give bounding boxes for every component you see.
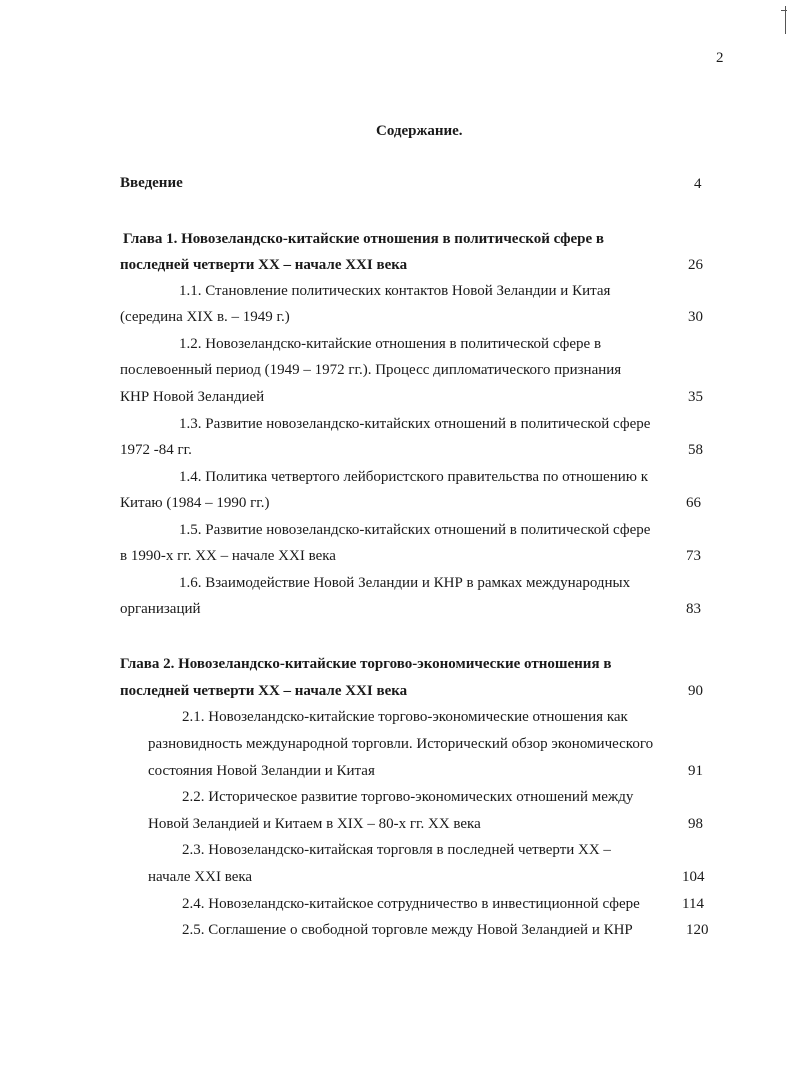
toc-item-1-2-page: 35 (688, 389, 703, 405)
scan-edge-tick (781, 10, 787, 11)
chapter2-title-line2: последней четверти XX – начале XXI века (120, 683, 408, 699)
toc-item-2-2-page: 98 (688, 816, 703, 832)
page-title: Содержание. (376, 123, 463, 139)
toc-item-2-5-page: 120 (686, 922, 709, 938)
toc-item-2-1-page: 91 (688, 763, 703, 779)
toc-item-1-2-line2: послевоенный период (1949 – 1972 гг.). Процесс дипломатического признания (120, 362, 622, 378)
chapter1-title-line2: последней четверти XX – начале XXI века (120, 257, 408, 273)
toc-item-1-4-page: 66 (686, 495, 701, 511)
toc-item-1-5-line1: 1.5. Развитие новозеландско-китайских отношений в политической сфере (179, 522, 651, 538)
toc-item-2-4-line1: 2.4. Новозеландско-китайское сотрудничество в инвестиционной сфере (182, 896, 640, 912)
chapter2-page: 90 (688, 683, 703, 699)
toc-item-1-2-line1: 1.2. Новозеландско-китайские отношения в политической сфере в (179, 336, 602, 352)
toc-item-1-6-page: 83 (686, 601, 701, 617)
toc-item-1-5-line2: в 1990-х гг. XX – начале XXI века (120, 548, 336, 564)
toc-item-1-6-line1: 1.6. Взаимодействие Новой Зеландии и КНР в рамках международных (179, 575, 631, 591)
toc-item-1-3-line1: 1.3. Развитие новозеландско-китайских отношений в политической сфере (179, 416, 651, 432)
chapter1-title-line1: Глава 1. Новозеландско-китайские отношения в политической сфере в (123, 231, 604, 247)
chapter1-page: 26 (688, 257, 703, 273)
toc-intro-page: 4 (694, 176, 702, 192)
toc-item-2-5-line1: 2.5. Соглашение о свободной торговле между Новой Зеландией и КНР (182, 922, 633, 938)
toc-item-1-1-page: 30 (688, 309, 703, 325)
toc-item-2-3-line2: начале XXI века (148, 869, 253, 885)
toc-item-2-1-line2: разновидность международной торговли. Исторический обзор экономического (148, 736, 654, 752)
page-number: 2 (716, 50, 724, 66)
toc-item-2-3-line1: 2.3. Новозеландско-китайская торговля в последней четверти XX – (182, 842, 611, 858)
toc-item-1-4-line1: 1.4. Политика четвертого лейбористского правительства по отношению к (179, 469, 648, 485)
toc-item-2-1-line3: состояния Новой Зеландии и Китая (148, 763, 375, 779)
toc-item-1-1-line2: (середина XIX в. – 1949 г.) (120, 309, 290, 325)
toc-item-2-1-line1: 2.1. Новозеландско-китайские торгово-экономические отношения как (182, 709, 628, 725)
toc-item-1-2-line3: КНР Новой Зеландией (120, 389, 265, 405)
toc-item-1-3-page: 58 (688, 442, 703, 458)
toc-item-1-3-line2: 1972 -84 гг. (120, 442, 192, 458)
toc-item-1-4-line2: Китаю (1984 – 1990 гг.) (120, 495, 270, 511)
toc-item-2-3-page: 104 (682, 869, 705, 885)
toc-item-1-5-page: 73 (686, 548, 701, 564)
chapter2-title-line1: Глава 2. Новозеландско-китайские торгово-экономические отношения в (120, 656, 612, 672)
toc-item-1-1-line1: 1.1. Становление политических контактов Новой Зеландии и Китая (179, 283, 611, 299)
toc-intro-label: Введение (120, 175, 183, 191)
toc-item-2-2-line2: Новой Зеландией и Китаем в XIX – 80-х гг. XX века (148, 816, 481, 832)
toc-item-1-6-line2: организаций (120, 601, 201, 617)
toc-item-2-2-line1: 2.2. Историческое развитие торгово-экономических отношений между (182, 789, 634, 805)
toc-item-2-4-page: 114 (682, 896, 704, 912)
